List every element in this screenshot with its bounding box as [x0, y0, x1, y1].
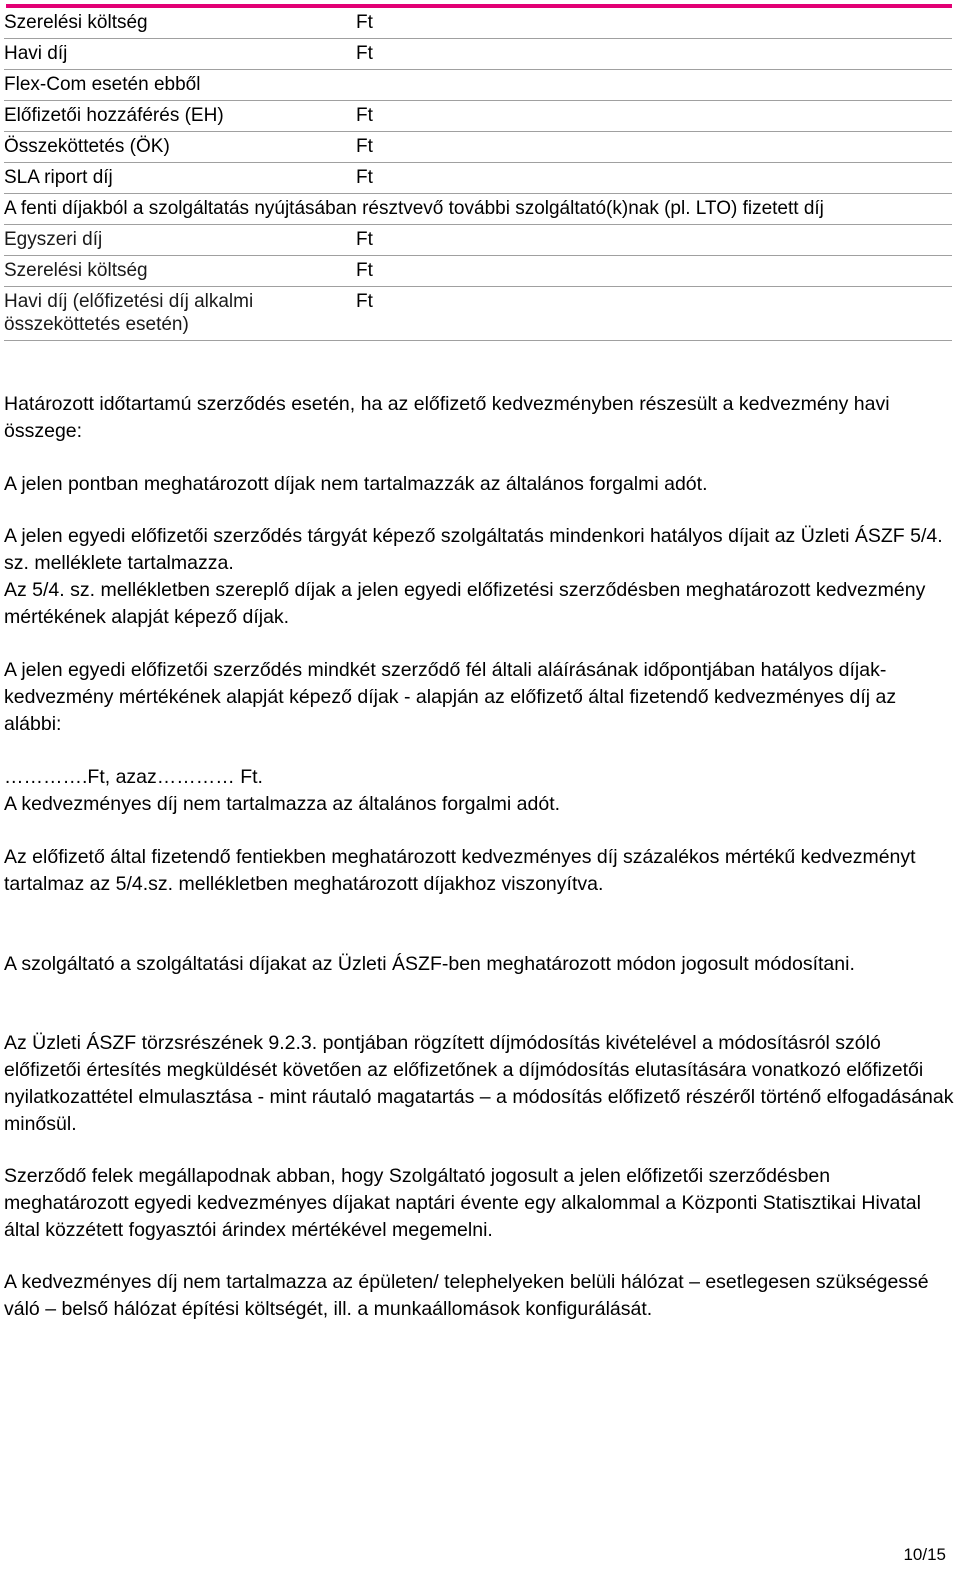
lto-fee-label: Egyszeri díj: [4, 225, 356, 256]
internal-network-exclusion: A kedvezményes díj nem tartalmazza az épületen/ telephelyeken belüli hálózat – esetlegesen szükségessé váló – belső hálózat építési költségét, ill. a munkaállomások konfigurálását.: [4, 1271, 929, 1320]
aszf-fees-note: A jelen egyedi előfizetői szerződés tárgyát képező szolgáltatás mindenkori hatályos díjait az Üzleti ÁSZF 5/4. sz. melléklete tartalmazza.: [4, 525, 943, 574]
table-row: [4, 194, 952, 225]
table-row: [4, 70, 952, 101]
page-number: 10/15: [903, 1545, 946, 1564]
lto-heading: A fenti díjakból a szolgáltatás nyújtásában résztvevő további szolgáltató(k)nak (pl. LTO) fizetett díj: [4, 194, 952, 225]
table-row: [4, 101, 952, 132]
table-row: [4, 287, 952, 341]
lto-fee-currency: Ft: [356, 256, 952, 287]
lto-fee-label: Havi díj (előfizetési díj alkalmi összeköttetés esetén): [4, 287, 356, 341]
fee-label: Összeköttetés (ÖK): [4, 132, 356, 163]
table-row: [4, 8, 952, 39]
fee-currency: Ft: [356, 8, 952, 39]
fee-label: Havi díj: [4, 39, 356, 70]
fee-label: SLA riport díj: [4, 163, 356, 194]
discounted-fee-amount: ………….Ft, azaz………… Ft.: [4, 766, 263, 788]
fee-modification-acceptance: Az Üzleti ÁSZF törzsrészének 9.2.3. pontjában rögzített díjmódosítás kivételével a módosításról szóló előfizetői értesítés megküldését követően az előfizetőnek a díjmódosítás elutasítására vonatkozó előfizetői nyilatkozattétel elmulasztása - mint ráutaló magatartás – a módosítás előfizető részéről történő elfogadásának minősül.: [4, 1032, 954, 1135]
discounted-fee-vat-note: A kedvezményes díj nem tartalmazza az általános forgalmi adót.: [4, 793, 561, 815]
lto-fee-currency: Ft: [356, 287, 952, 341]
lto-fee-currency: Ft: [356, 225, 952, 256]
vat-note: A jelen pontban meghatározott díjak nem tartalmazzák az általános forgalmi adót.: [4, 473, 708, 495]
lto-fee-label: Szerelési költség: [4, 256, 356, 287]
fee-currency: Ft: [356, 132, 952, 163]
table-row: [4, 132, 952, 163]
discounted-fee-intro: A jelen egyedi előfizetői szerződés mindkét szerződő fél általi aláírásának időpontjában hatályos díjak- kedvezmény mértékének alapját képező díjak - alapján az előfizető által fizetendő kedvezményes díj az alábbi:: [4, 659, 897, 735]
fee-currency: Ft: [356, 101, 952, 132]
fee-currency: Ft: [356, 39, 952, 70]
table-row: [4, 256, 952, 287]
fee-modification-right: A szolgáltató a szolgáltatási díjakat az Üzleti ÁSZF-ben meghatározott módon jogosult módosítani.: [4, 953, 855, 975]
fixed-term-discount-text: Határozott időtartamú szerződés esetén, ha az előfizető kedvezményben részesült a kedvezmény havi összege:: [4, 393, 890, 442]
fee-currency: Ft: [356, 163, 952, 194]
table-row: [4, 225, 952, 256]
price-index-clause: Szerződő felek megállapodnak abban, hogy Szolgáltató jogosult a jelen előfizetői szerződésben meghatározott egyedi kedvezményes díjakat naptári évente egy alkalommal a Központi Statisztikai Hivatal által közzétett fogyasztói árindex mértékével megemelni.: [4, 1165, 921, 1241]
fee-label: Szerelési költség: [4, 8, 356, 39]
fee-currency: [356, 70, 952, 101]
table-row: [4, 163, 952, 194]
discount-percentage-note: Az előfizető által fizetendő fentiekben meghatározott kedvezményes díj százalékos mértékű kedvezményt tartalmaz az 5/4.sz. mellékletben meghatározott díjakhoz viszonyítva.: [4, 846, 916, 895]
table-row: [4, 39, 952, 70]
fee-label: Előfizetői hozzáférés (EH): [4, 101, 356, 132]
annex-fees-note: Az 5/4. sz. mellékletben szereplő díjak a jelen egyedi előfizetési szerződésben meghatározott kedvezmény mértékének alapját képező díjak.: [4, 579, 926, 628]
fee-label: Flex-Com esetén ebből: [4, 70, 356, 101]
fee-table: [4, 8, 952, 341]
